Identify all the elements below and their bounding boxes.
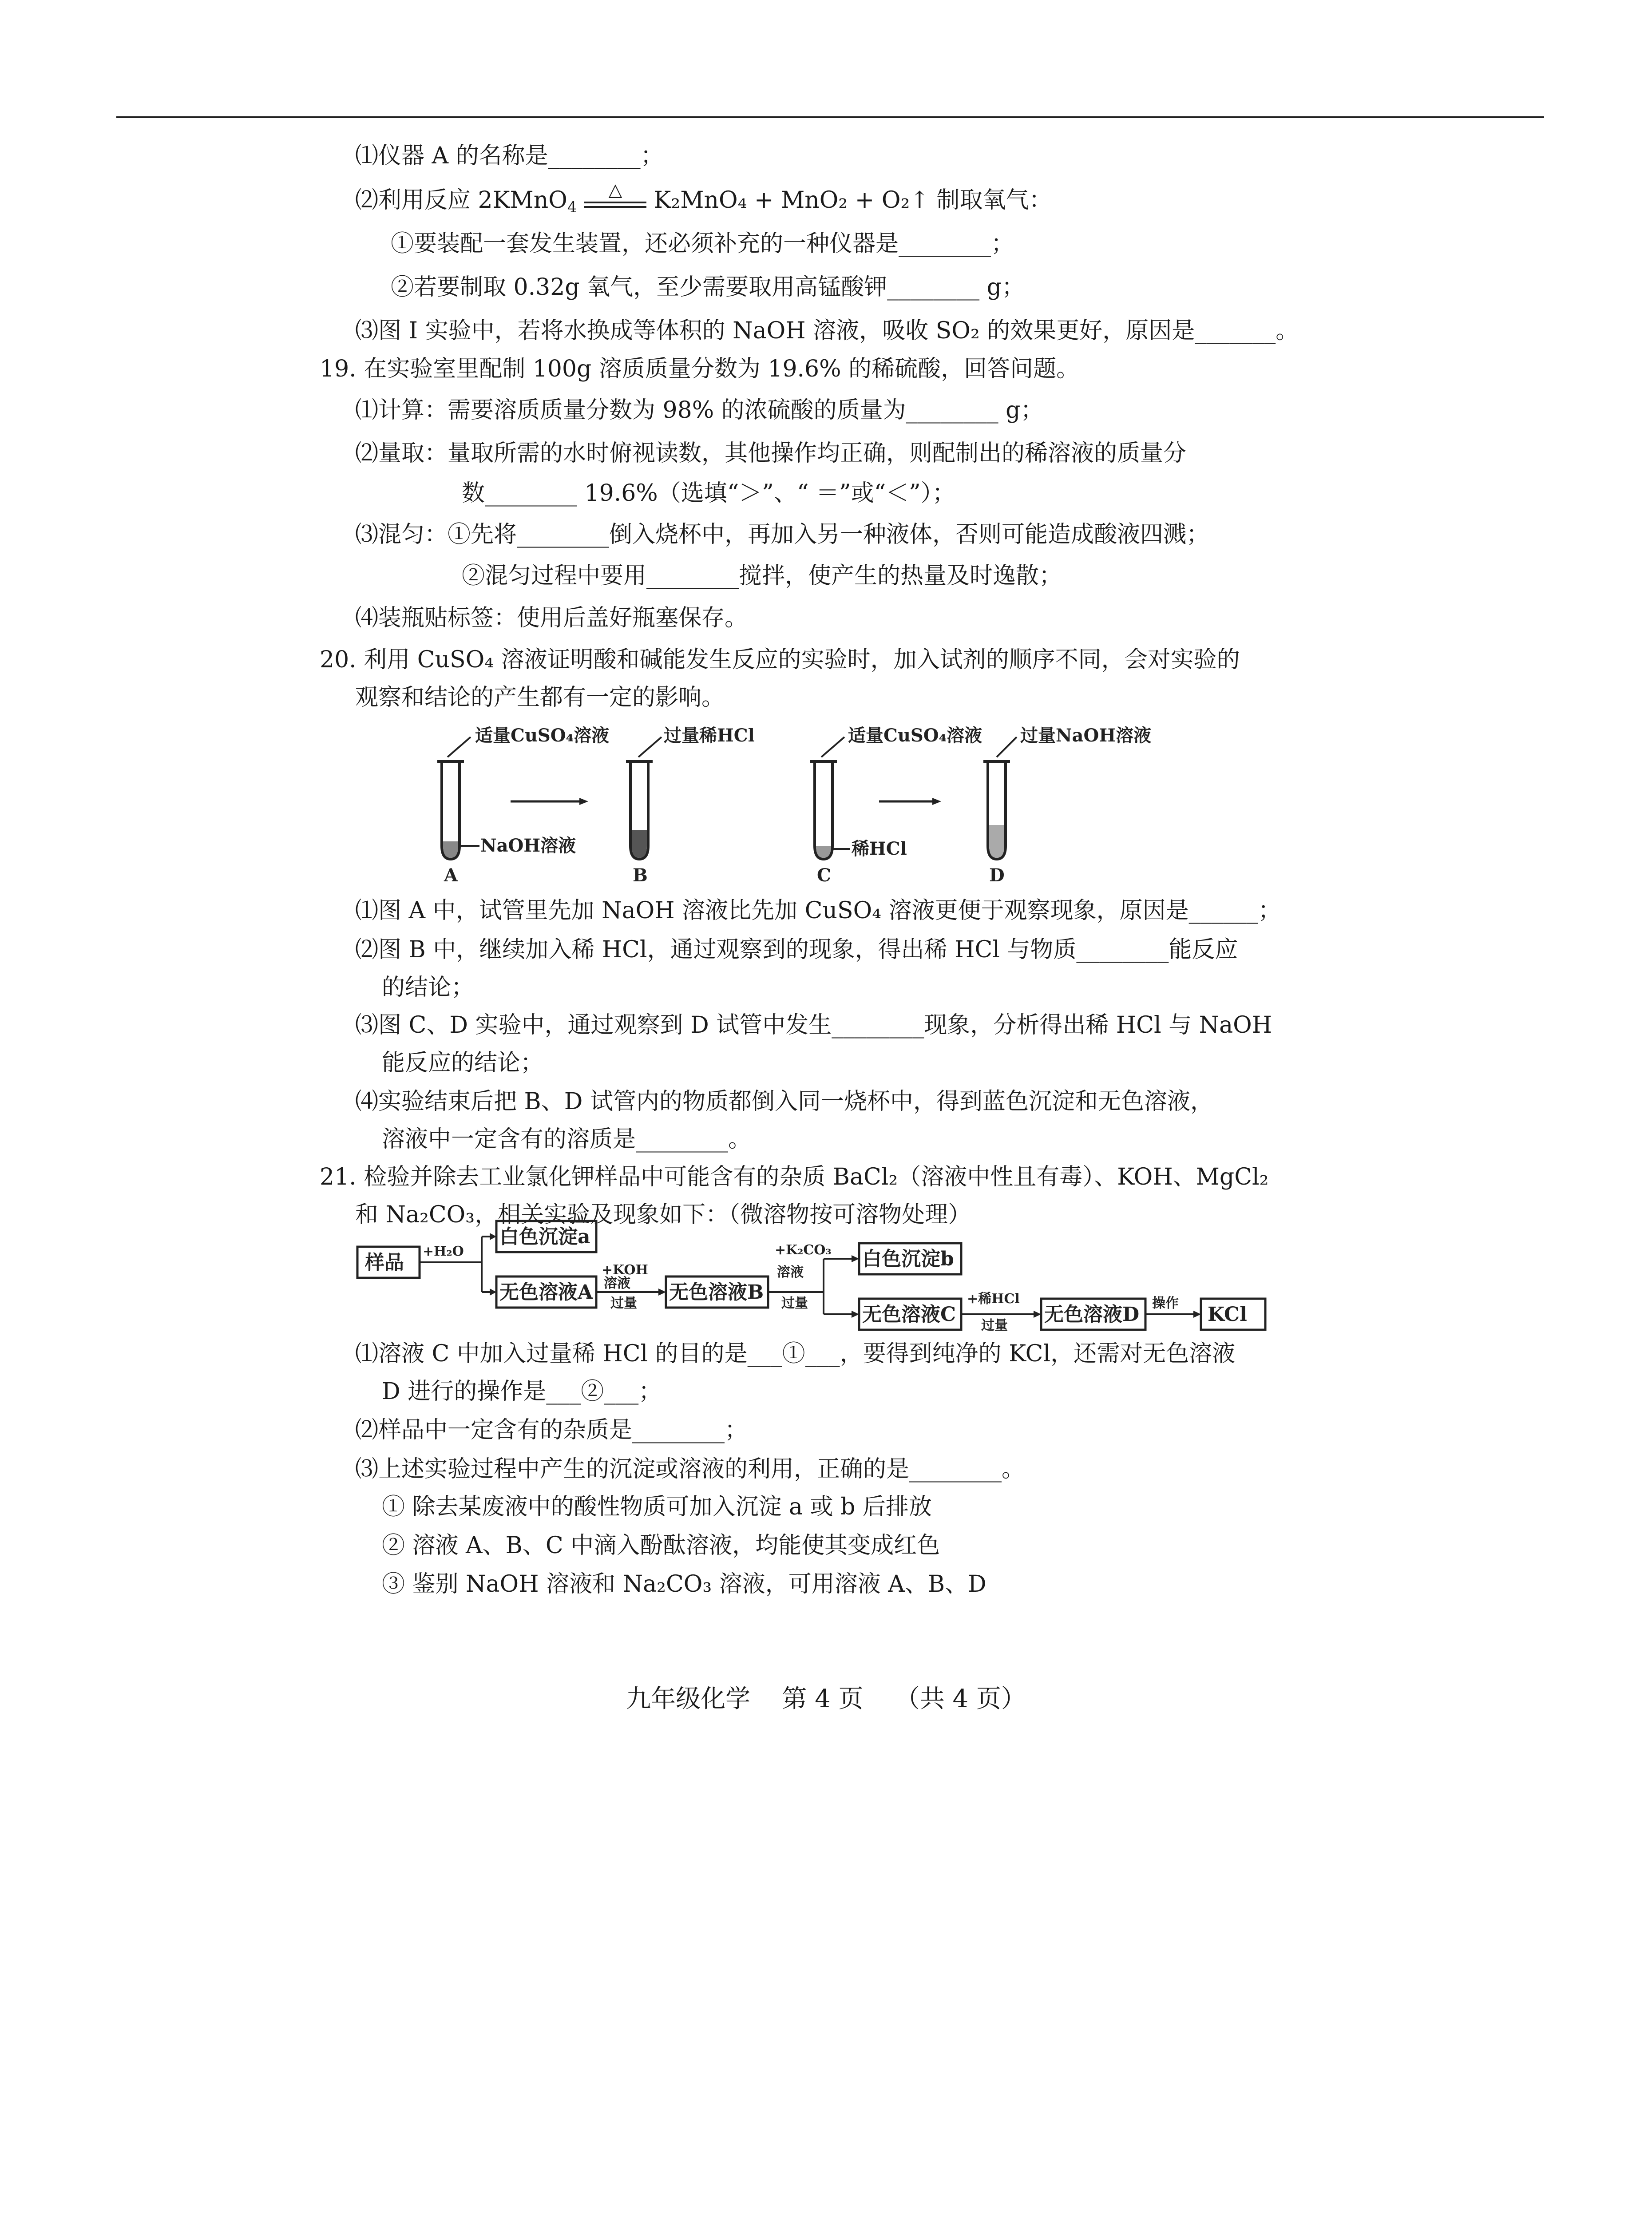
q20-part3b: 能反应的结论； bbox=[382, 1050, 544, 1076]
q20-title-line1: 20. 利用 CuSO₄ 溶液证明酸和碱能发生反应的实验时，加入试剂的顺序不同，会对实验的 bbox=[320, 646, 1240, 673]
delta-symbol: △ bbox=[608, 180, 622, 200]
test-tube-b bbox=[626, 761, 653, 859]
q21-option-2: ② 溶液 A、B、C 中滴入酚酞溶液，均能使其变成红色 bbox=[382, 1532, 940, 1559]
label-b-top: 过量稀HCl bbox=[664, 725, 755, 746]
box-sample-label: 样品 bbox=[365, 1251, 404, 1274]
q20-part1: ⑴图 A 中，试管里先加 NaOH 溶液比先加 CuSO₄ 溶液更便于观察现象，原因是______； bbox=[355, 897, 1281, 924]
box-kcl bbox=[1201, 1299, 1265, 1330]
box-white-precipitate-b bbox=[859, 1243, 961, 1274]
box-solution-b bbox=[666, 1276, 768, 1308]
test-tube-c bbox=[810, 761, 837, 859]
box-solution-c bbox=[859, 1299, 961, 1330]
pointer-b-top bbox=[638, 737, 662, 757]
label-a-bottom: NaOH溶液 bbox=[480, 835, 576, 856]
q19-part4: ⑷装瓶贴标签：使用后盖好瓶塞保存。 bbox=[355, 605, 748, 631]
header-rule bbox=[116, 116, 1544, 118]
tube-label-b: B bbox=[633, 865, 648, 886]
label-k2co3-excess: 过量 bbox=[781, 1296, 808, 1311]
box-white-precipitate-b-label: 白色沉淀b bbox=[862, 1248, 954, 1270]
tube-label-c: C bbox=[817, 865, 831, 886]
tube-label-a: A bbox=[444, 865, 458, 886]
q18-part2a: ①要装配一套发生装置，还必须补充的一种仪器是________； bbox=[391, 230, 1014, 257]
q20-part4a: ⑷实验结束后把 B、D 试管内的物质都倒入同一烧杯中，得到蓝色沉淀和无色溶液， bbox=[355, 1088, 1213, 1115]
box-solution-b-label: 无色溶液B bbox=[669, 1281, 764, 1304]
label-hcl-excess: 过量 bbox=[981, 1318, 1008, 1333]
test-tube-a bbox=[437, 761, 464, 859]
box-white-precipitate-a-label: 白色沉淀a bbox=[499, 1225, 590, 1248]
q21-title-line1: 21. 检验并除去工业氯化钾样品中可能含有的杂质 BaCl₂（溶液中性且有毒）、KOH、MgCl₂ bbox=[320, 1164, 1269, 1190]
q21-part1a: ⑴溶液 C 中加入过量稀 HCl 的目的是___①___，要得到纯净的 KCl，还需对无色溶液 bbox=[355, 1340, 1236, 1367]
label-d-top: 过量NaOH溶液 bbox=[1020, 725, 1152, 746]
q20-part3a: ⑶图 C、D 实验中，通过观察到 D 试管中发生________现象，分析得出稀 HCl 与 NaOH bbox=[355, 1012, 1272, 1039]
q19-title: 19. 在实验室里配制 100g 溶质质量分数为 19.6% 的稀硫酸，回答问题。 bbox=[320, 356, 1080, 382]
label-a-top: 适量CuSO₄溶液 bbox=[475, 725, 610, 746]
pointer-c-top bbox=[821, 737, 844, 757]
q19-part1: ⑴计算：需要溶质质量分数为 98% 的浓硫酸的质量为________ g； bbox=[355, 397, 1044, 424]
label-koh-excess: 过量 bbox=[610, 1296, 637, 1311]
q19-part2b: 数________ 19.6%（选填“＞”、“ ＝”或“＜”）； bbox=[462, 480, 955, 507]
pointer-d-top bbox=[997, 737, 1017, 757]
q21-option-1: ① 除去某废液中的酸性物质可加入沉淀 a 或 b 后排放 bbox=[382, 1494, 932, 1520]
label-hcl: +稀HCl bbox=[967, 1291, 1020, 1307]
label-c-bottom: 稀HCl bbox=[852, 838, 907, 859]
q18-part2b: ②若要制取 0.32g 氧气，至少需要取用高锰酸钾________ g； bbox=[391, 274, 1025, 301]
q19-part2a: ⑵量取：量取所需的水时俯视读数，其他操作均正确，则配制出的稀溶液的质量分 bbox=[355, 440, 1187, 467]
label-c-top: 适量CuSO₄溶液 bbox=[848, 725, 982, 746]
box-solution-d bbox=[1041, 1299, 1145, 1330]
page-footer: 九年级化学 第 4 页 （共 4 页） bbox=[626, 1685, 1026, 1713]
q20-part4b: 溶液中一定含有的溶质是________。 bbox=[382, 1126, 752, 1153]
box-solution-a bbox=[496, 1276, 596, 1308]
q21-option-3: ③ 鉴别 NaOH 溶液和 Na₂CO₃ 溶液，可用溶液 A、B、D bbox=[382, 1571, 986, 1598]
label-k2co3-solution: 溶液 bbox=[777, 1265, 804, 1280]
box-solution-a-label: 无色溶液A bbox=[499, 1281, 593, 1304]
box-sample bbox=[357, 1247, 420, 1278]
q21-part2: ⑵样品中一定含有的杂质是________； bbox=[355, 1417, 748, 1443]
q21-part3: ⑶上述实验过程中产生的沉淀或溶液的利用，正确的是________。 bbox=[355, 1456, 1025, 1483]
q21-part1b: D 进行的操作是___②___； bbox=[382, 1378, 662, 1405]
q18-part2: ⑵利用反应 2KMnO$_4$ △ K₂MnO₄ + MnO₂ + O₂↑ 制取氧气： bbox=[355, 180, 1052, 216]
q19-part3a: ⑶混匀：①先将________倒入烧杯中，再加入另一种液体，否则可能造成酸液四溅； bbox=[355, 521, 1210, 548]
q19-part3b: ②混匀过程中要用________搅拌，使产生的热量及时逸散； bbox=[462, 563, 1062, 589]
label-koh-solution: 溶液 bbox=[604, 1276, 630, 1291]
box-kcl-label: KCl bbox=[1208, 1303, 1247, 1326]
label-operation: 操作 bbox=[1152, 1296, 1179, 1311]
test-tube-d bbox=[983, 761, 1010, 859]
q18-part2-prefix: ⑵利用反应 2KMnO bbox=[355, 187, 567, 214]
q21-title-line2: 和 Na₂CO₃，相关实验及现象如下：（微溶物按可溶物处理） bbox=[355, 1201, 971, 1228]
q20-title-line2: 观察和结论的产生都有一定的影响。 bbox=[355, 684, 725, 711]
q18-part2-rest: K₂MnO₄ + MnO₂ + O₂↑ 制取氧气： bbox=[654, 187, 1052, 214]
pointer-a-top bbox=[448, 737, 471, 757]
heat-arrow bbox=[584, 180, 646, 208]
label-h2o: +H₂O bbox=[423, 1244, 464, 1259]
q20-part2a: ⑵图 B 中，继续加入稀 HCl，通过观察到的现象，得出稀 HCl 与物质________能反应 bbox=[355, 936, 1238, 963]
label-koh: +KOH bbox=[602, 1262, 648, 1278]
q18-part3: ⑶图 I 实验中，若将水换成等体积的 NaOH 溶液，吸收 SO₂ 的效果更好，原因是_______。 bbox=[355, 317, 1299, 344]
box-solution-c-label: 无色溶液C bbox=[862, 1303, 956, 1326]
q20-part2b: 的结论； bbox=[382, 974, 475, 1001]
q18-part1: ⑴仪器 A 的名称是________； bbox=[355, 143, 664, 169]
label-k2co3: +K₂CO₃ bbox=[775, 1242, 832, 1258]
tube-label-d: D bbox=[989, 865, 1005, 886]
box-solution-d-label: 无色溶液D bbox=[1044, 1303, 1140, 1326]
